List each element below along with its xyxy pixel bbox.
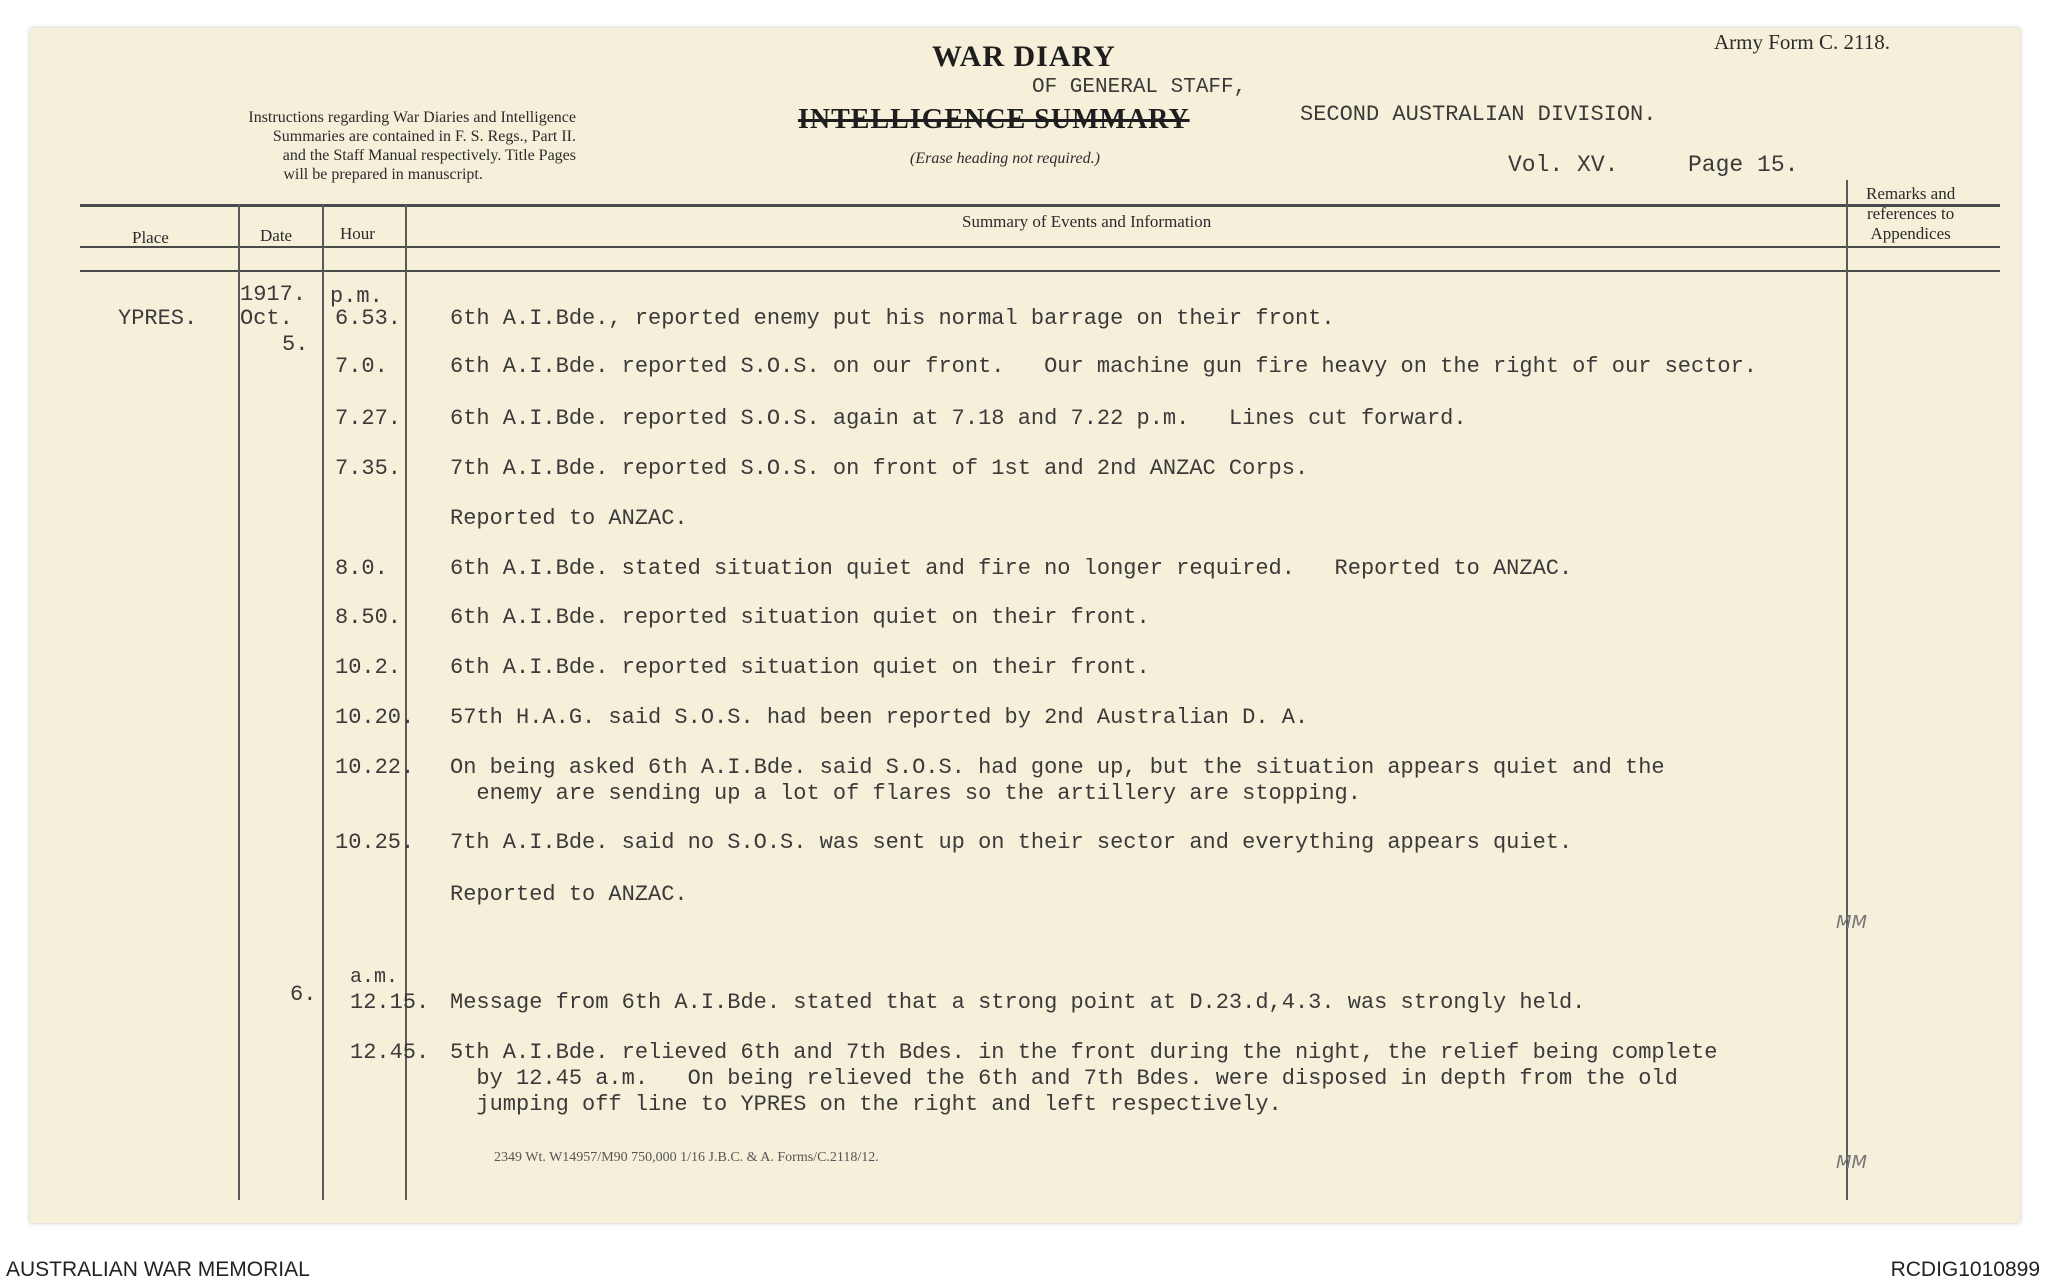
row-text: Reported to ANZAC. (450, 506, 688, 531)
row-hour: 10.20. (335, 705, 415, 730)
typed-staff-heading: OF GENERAL STAFF, (1032, 76, 1247, 99)
row-hour: 8.0. (335, 556, 388, 581)
instructions-block (248, 108, 576, 184)
row-hour: 7.0. (335, 354, 388, 379)
row-text: Message from 6th A.I.Bde. stated that a strong point at D.23.d,4.3. was strongly held. (450, 990, 1586, 1015)
archive-id: RCDIG1010899 (1890, 1258, 2040, 1281)
row-hour: 6.53. (335, 306, 402, 331)
erase-note: (Erase heading not required.) (910, 150, 1100, 167)
entry-day-5: 5. (282, 332, 309, 357)
instruction-line: Instructions regarding War Diaries and Intelligence (248, 109, 576, 126)
page-number: Page 15. (1688, 152, 1799, 178)
row-text: 6th A.I.Bde. stated situation quiet and fire no longer required. Reported to ANZAC. (450, 556, 1573, 581)
entry-place: YPRES. (118, 306, 198, 331)
column-hour: Hour (340, 224, 375, 243)
instruction-line: and the Staff Manual respectively. Title Pages (282, 147, 576, 164)
place-date-divider (238, 204, 240, 1200)
row-text: On being asked 6th A.I.Bde. said S.O.S. had gone up, but the situation appears quiet and the enemy are sending up a lot of flares so the artillery are stopping. (450, 755, 1665, 806)
row-text: 6th A.I.Bde., reported enemy put his normal barrage on their front. (450, 306, 1335, 331)
entry-month: Oct. (240, 306, 293, 331)
row-hour: 12.15. (350, 990, 430, 1015)
form-number: Army Form C. 2118. (1714, 30, 1890, 54)
remarks-line: Remarks and (1866, 184, 1956, 203)
diary-title: WAR DIARY (932, 40, 1116, 73)
entry-day-6: 6. (290, 982, 317, 1007)
printer-line: 2349 Wt. W14957/M90 750,000 1/16 J.B.C. & A. Forms/C.2118/12. (494, 1150, 879, 1165)
row-text: 6th A.I.Bde. reported S.O.S. on our front. Our machine gun fire heavy on the right of our sector. (450, 354, 1758, 379)
entry-year: 1917. (240, 282, 307, 307)
date-hour-divider (322, 204, 324, 1200)
instruction-line: will be prepared in manuscript. (283, 166, 483, 183)
row-text: 7th A.I.Bde. reported S.O.S. on front of 1st and 2nd ANZAC Corps. (450, 456, 1309, 481)
row-text: 6th A.I.Bde. reported situation quiet on their front. (450, 655, 1150, 680)
instruction-line: Summaries are contained in F. S. Regs., Part II. (272, 128, 576, 145)
remarks-line: references to (1866, 204, 1955, 223)
entry-pm: p.m. (330, 284, 383, 309)
column-place: Place (132, 228, 169, 247)
column-date: Date (260, 226, 293, 245)
row-hour: 10.22. (335, 755, 415, 780)
volume-number: Vol. XV. (1508, 152, 1619, 178)
row-hour: 7.27. (335, 406, 402, 431)
table-top-rule (80, 204, 2000, 207)
column-summary: Summary of Events and Information (962, 212, 1212, 231)
row-hour: 10.2. (335, 655, 402, 680)
division-name: SECOND AUSTRALIAN DIVISION. (1300, 102, 1657, 127)
entry-am: a.m. (350, 966, 399, 989)
column-remarks (1866, 184, 1955, 244)
row-text: 6th A.I.Bde. reported situation quiet on their front. (450, 605, 1150, 630)
row-text: 57th H.A.G. said S.O.S. had been reported by 2nd Australian D. A. (450, 705, 1309, 730)
archive-credit: AUSTRALIAN WAR MEMORIAL (6, 1258, 310, 1281)
row-text: 5th A.I.Bde. relieved 6th and 7th Bdes. in the front during the night, the relief being complete by 12.45 a.m. On being relieved the 6th and 7th Bdes. were disposed in depth from the old jumping off line to YPRES on the right and left respectively. (450, 1040, 1718, 1117)
row-hour: 8.50. (335, 605, 402, 630)
row-text: 7th A.I.Bde. said no S.O.S. was sent up on their sector and everything appears quiet. (450, 830, 1573, 855)
row-text: 6th A.I.Bde. reported S.O.S. again at 7.18 and 7.22 p.m. Lines cut forward. (450, 406, 1467, 431)
header-bottom-rule (80, 246, 2000, 248)
header-double-rule (80, 270, 2000, 272)
handwritten-initials: MM (1836, 912, 1868, 933)
row-hour: 12.45. (350, 1040, 430, 1065)
summary-remarks-divider (1846, 180, 1848, 1200)
row-hour: 10.25. (335, 830, 415, 855)
remarks-line: Appendices (1870, 224, 1951, 243)
row-text: Reported to ANZAC. (450, 882, 688, 907)
row-hour: 7.35. (335, 456, 402, 481)
struck-heading: INTELLIGENCE SUMMARY (798, 104, 1190, 135)
handwritten-initials: MM (1836, 1152, 1868, 1173)
